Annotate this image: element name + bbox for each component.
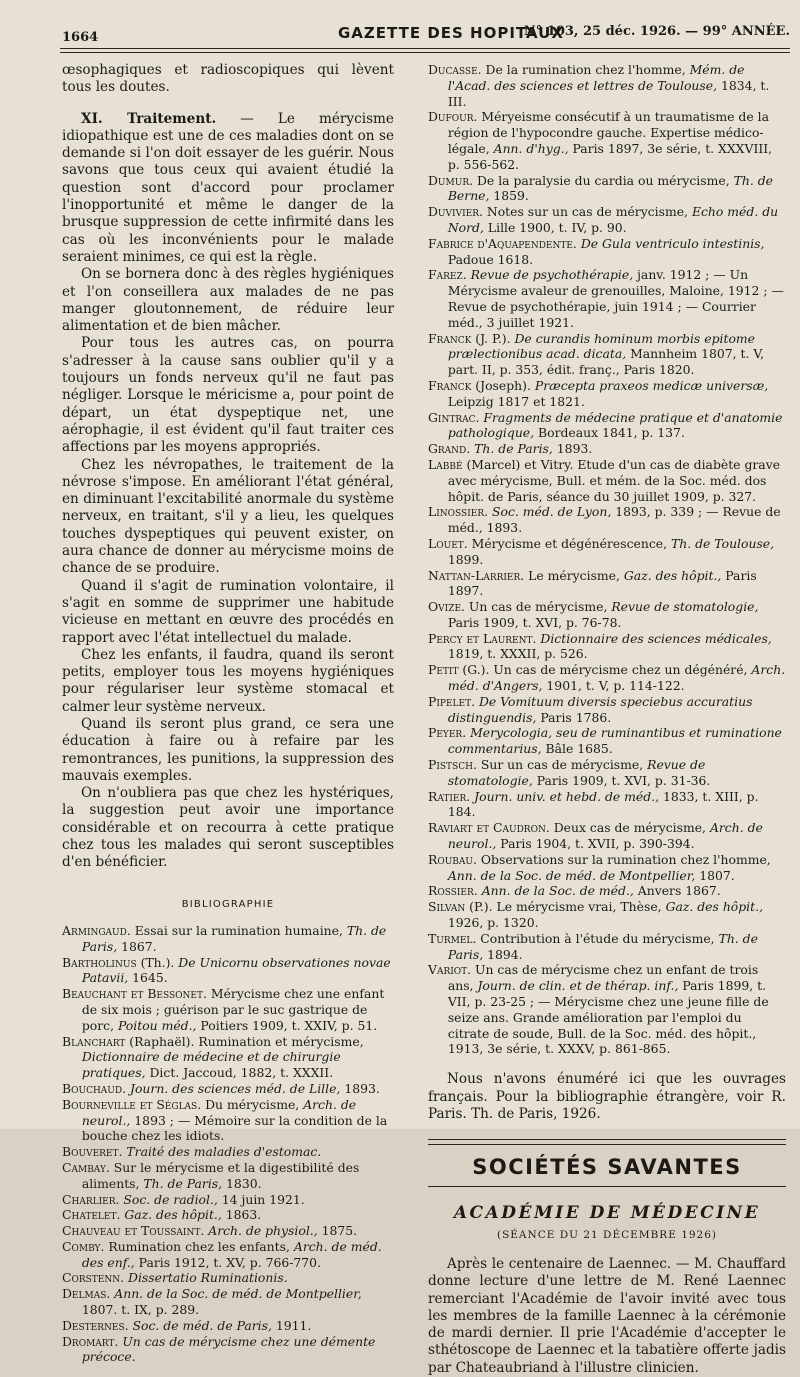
body-paragraph: Quand il s'agit de rumination volontaire, il s'agit en somme de supprimer une habitude vicieuse en mettant en œuvre des procédés en rapport avec l'état intellectuel du malade. — [62, 577, 394, 646]
bibliography-entry — [428, 204, 786, 236]
bib-details: 1893, p. 339 ; — Revue de méd., 1893. — [447, 504, 781, 536]
bib-text: Du mérycisme, — [201, 1096, 304, 1112]
bib-title-italic: Dictionnaire des sciences médicales, — [540, 630, 772, 646]
societes-rule-bottom — [428, 1186, 786, 1187]
bibliography-entry — [428, 236, 786, 268]
bib-details: 1875. — [317, 1223, 358, 1239]
bib-details: Leipzig 1817 et 1821. — [447, 393, 585, 409]
bib-details: Vitry. Etude d'un cas de diabète grave avec mérycisme, Bull. et mém. de la Soc. méd. dos hôpit. de Paris, séance du 30 juillet 1909, p. 327. — [447, 456, 781, 504]
bib-title-italic: Traité des maladies d'estomac. — [126, 1144, 322, 1160]
body-paragraph: Pour tous les autres cas, on pourra s'adresser à la cause sans oublier qu'il y a toujours un fonds nerveux qu'il ne faut pas négliger. Lorsque le méricisme a, pour point de départ, un état dyspeptique net, une aérophagie, il est évident qu'il faut traiter ces affections par les moyens appropriés. — [62, 335, 394, 456]
bib-title-italic: Revue de psychothérapie, — [470, 267, 634, 283]
bib-title-italic: Th. de Toulouse, — [670, 535, 775, 551]
bibliography-list-left — [62, 923, 394, 1365]
bib-text: Contribution à l'étude du mérycisme, — [476, 930, 719, 946]
bibliography-entry — [428, 457, 786, 504]
laennec-paragraph — [428, 1256, 786, 1377]
societes-title: SOCIÉTÉS SAVANTES — [472, 1155, 742, 1180]
bib-details: 1911. — [271, 1317, 312, 1333]
bib-text: (P.). Le mérycisme vrai, Thèse, — [465, 899, 666, 915]
bib-details: 1807. — [695, 867, 735, 883]
bib-text: De la rumination chez l'homme, — [481, 62, 690, 77]
academie-title: ACADÉMIE DE MÉDECINE — [453, 1203, 761, 1224]
bib-details: Dict. Jaccoud, 1882, t. XXXII. — [145, 1065, 334, 1081]
bib-author: Chauveau et Toussaint. — [62, 1223, 205, 1239]
bibliography-entry — [62, 1192, 394, 1208]
bib-title-italic: Th. de Paris, — [81, 922, 387, 954]
bib-author: Chatelet. — [62, 1207, 121, 1223]
bibliography-entry — [428, 410, 786, 442]
bib-author: Roubau. — [428, 851, 477, 867]
bib-author: Fabrice d'Aquapendente. — [428, 235, 577, 251]
bibliography-entry — [62, 1160, 394, 1192]
bib-details: Padoue 1618. — [447, 251, 534, 267]
bib-text: Sur le mérycisme et la digestibilité des aliments, — [81, 1159, 360, 1191]
bibliography-entry — [428, 599, 786, 631]
bib-author: Bartholinus — [62, 954, 137, 970]
body-paragraph: Chez les enfants, il faudra, quand ils seront petits, employer tous les moyens hygiéniques pour régulariser leur système stomacal et calmer leur système nerveux. — [62, 646, 394, 715]
bib-author: Farez. — [428, 267, 467, 283]
bib-details: 1901, t. V, p. 114-122. — [542, 678, 685, 694]
bib-details: Paris 1909, t. XVI, p. 31-36. — [532, 772, 711, 788]
bib-text: Rumination chez les enfants, — [104, 1238, 294, 1254]
bib-details: 1819, t. XXXII, p. 526. — [447, 646, 588, 662]
bib-title-italic: Arch. de neurol., — [81, 1096, 357, 1128]
bib-title-italic: Revue de stomatologie, — [447, 757, 706, 788]
bib-author: Dumur. — [428, 172, 474, 188]
journal-title: GAZETTE DES HOPITAUX — [338, 24, 564, 42]
bibliography-entry — [62, 1334, 394, 1366]
bibliography-entry — [62, 1034, 394, 1081]
bibliography-entry — [428, 883, 786, 899]
bib-author: Raviart et Caudron. — [428, 820, 550, 836]
bib-title-italic: De Gula ventriculo intestinis, — [580, 235, 765, 251]
bib-text: (Joseph). — [471, 377, 535, 393]
bib-title-italic: Soc. de radiol., — [123, 1191, 218, 1207]
bib-text: (Th.). — [136, 954, 179, 970]
bib-author: Ratier. — [428, 788, 471, 804]
bib-title-italic: Ann. d'hyg., — [493, 140, 569, 156]
bib-details: 1859. — [489, 188, 529, 204]
bib-text: Mérycisme et dégénérescence, — [467, 535, 671, 551]
bib-title-italic: Arch. de neurol., — [447, 820, 763, 852]
bib-title-italic: Gaz. des hôpit., — [665, 899, 764, 915]
bib-details: Paris 1897. — [447, 567, 757, 599]
section-paragraph — [62, 111, 394, 267]
bib-author: Bouveret. — [62, 1144, 123, 1160]
bib-text: Essai sur la rumination humaine, — [130, 922, 347, 938]
bib-details: Paris 1904, t. XVII, p. 390-394. — [496, 836, 695, 852]
bib-details: Paris 1786. — [536, 709, 612, 725]
header-rule — [60, 48, 790, 49]
bib-title-italic: Merycologia, seu de ruminantibus et ruminatione commentarius, — [447, 725, 782, 757]
bib-details: Bordeaux 1841, p. 137. — [534, 425, 685, 441]
bib-title-italic: Th. de Paris, — [474, 441, 553, 457]
bib-author: Franck — [428, 377, 472, 393]
bib-author: Turmel. — [428, 930, 477, 946]
bib-title-italic: Soc. méd. de Lyon, — [492, 504, 612, 520]
right-column — [428, 62, 786, 1377]
bibliography-entry — [428, 536, 786, 568]
bib-author: Dromart. — [62, 1333, 119, 1349]
bib-author: Linossier. — [428, 504, 489, 520]
bib-author: Petit — [428, 662, 459, 678]
bib-details: Paris 1912, t. XV, p. 766-770. — [134, 1254, 322, 1270]
bib-author: Beauchant et Bessonet. — [62, 986, 207, 1002]
bib-author: Silvan — [428, 899, 466, 915]
bib-details: Bâle 1685. — [541, 741, 613, 757]
societes-rule-top — [428, 1139, 786, 1140]
laennec-heading: Après le centenaire de Laennec. — [447, 1255, 672, 1272]
section-heading: XI. Traitement. — [81, 110, 217, 127]
bib-details: 1863. — [221, 1207, 262, 1223]
bibliography-entry — [62, 1286, 394, 1318]
bibliography-entry — [62, 1207, 394, 1223]
issue-info: N° 103, 25 déc. 1926. — 99° ANNÉE. — [523, 24, 790, 39]
bib-text: Méryeisme consécutif à un traumatisme de la région de l'hypocondre gauche. Expertise médico-légale, — [447, 109, 769, 156]
laennec-text: — M. Chauffard donne lecture d'une lettre de M. René Laennec remerciant l'Académie de l'avoir invité avec tous les membres de la famille Laennec à la cérémonie de mardi dernier. Il prie l'Académie d'accepter le sthétoscope de Laennec et la tabatière offerte jadis par Chateaubriand à l'illustre clinicien. — [428, 1255, 787, 1376]
bib-text: Sur un cas de mérycisme, — [476, 757, 648, 773]
bib-details: 1893 ; — Mémoire sur la condition de la bouche chez les idiots. — [81, 1112, 388, 1144]
bib-author: Delmas. — [62, 1286, 111, 1302]
bib-text: De la paralysie du cardia ou mérycisme, — [473, 172, 734, 188]
page-header — [60, 16, 790, 46]
bibliography-entry — [428, 267, 786, 330]
bib-author: Grand. — [428, 441, 471, 457]
bibliography-entry — [428, 504, 786, 536]
bibliography-entry — [428, 631, 786, 663]
bib-title-italic: Ann. de la Soc. de méd., — [481, 883, 634, 899]
body-paragraph: Quand ils seront plus grand, ce sera une éducation à faire ou à refaire par les remontrances, les punitions, la suppression des mauvais exemples. — [62, 715, 394, 784]
bibliography-list-right — [428, 62, 786, 1057]
bibliography-entry — [62, 1223, 394, 1239]
bib-details: 1926, p. 1320. — [447, 915, 539, 931]
bib-title-italic: Gaz. des hôpit., — [124, 1207, 222, 1223]
bib-text: (Raphaël). Rumination et mérycisme, — [125, 1033, 364, 1049]
bib-details: Paris 1899, t. VII, p. 23-25 ; — Mérycisme chez une jeune fille de seize ans. Grande amélioration par l'emploi du citrate de soude, Bull. de la Soc. méd. des hôpit., 1913, 3e série, t. XXXV, p. 861-865. — [447, 978, 769, 1057]
bib-details: 1834, t. III. — [447, 77, 770, 109]
bib-title-italic: Poitou méd., — [117, 1017, 197, 1033]
bibliography-entry — [428, 173, 786, 205]
bib-author: Percy et Laurent. — [428, 630, 537, 646]
page-number: 1664 — [62, 30, 99, 45]
bib-title-italic: Revue de stomatologie, — [611, 599, 759, 615]
bib-text: (J. P.). — [471, 330, 515, 346]
bibliography-entry — [62, 1097, 394, 1144]
bib-title-italic: Journ. de clin. et de thérap. inf., — [477, 978, 679, 994]
bibliography-entry — [428, 662, 786, 694]
bib-author: Cambay. — [62, 1159, 110, 1175]
bib-author: Franck — [428, 330, 472, 346]
bib-author: Charlier. — [62, 1191, 120, 1207]
bib-title-italic: De Vomituum diversis speciebus accuratius distinguendis, — [447, 693, 753, 725]
bib-author: Blanchart — [62, 1033, 126, 1049]
bib-author: Comby. — [62, 1238, 105, 1254]
bib-author: Pipelet. — [428, 693, 476, 709]
bib-details: 1867. — [117, 938, 157, 954]
bibliography-entry — [428, 441, 786, 457]
bibliography-entry — [62, 986, 394, 1033]
bib-author: Peyer. — [428, 725, 467, 741]
bibliography-entry — [428, 899, 786, 931]
closing-note: Nous n'avons énuméré ici que les ouvrages français. Pour la bibliographie étrangère, voir R. Paris. Th. de Paris, 1926. — [428, 1071, 786, 1122]
bib-title-italic: De Unicornu observationes novae Patavii, — [81, 954, 391, 986]
bibliography-entry — [428, 789, 786, 821]
bib-author: Corstenn. — [62, 1270, 125, 1286]
bibliography-entry — [62, 1144, 394, 1160]
bib-author: Louet. — [428, 535, 468, 551]
bib-title-italic: Dissertatio Ruminationis. — [128, 1270, 288, 1286]
bibliography-entry — [428, 568, 786, 600]
bib-author: Pistsch. — [428, 757, 477, 773]
bib-text: Un cas de mérycisme chez un enfant de trois ans, — [447, 962, 759, 994]
bib-author: Rossier. — [428, 883, 478, 899]
body-paragraph: On se bornera donc à des règles hygiéniques et l'on conseillera aux malades de ne pas manger gloutonnement, de réduire leur alimentation et de bien mâcher. — [62, 266, 394, 335]
bib-title-italic: Gaz. des hôpit., — [623, 567, 722, 583]
bib-details: 1833, t. XIII, p. 184. — [447, 788, 759, 820]
intro-paragraph: œsophagiques et radioscopiques qui lèvent tous les doutes. — [62, 62, 394, 96]
bibliography-entry — [62, 1318, 394, 1334]
bib-title-italic: Th. de Berne, — [447, 172, 773, 204]
left-column — [62, 62, 394, 1365]
bib-title-italic: Ann. de la Soc. de méd. de Montpellier, — [114, 1286, 362, 1302]
bib-text: Mérycisme chez une enfant de six mois ; guérison par le suc gastrique de porc, — [81, 986, 385, 1033]
bibliography-entry — [62, 1270, 394, 1286]
bib-author: Gintrac. — [428, 409, 480, 425]
bib-details: 14 juin 1921. — [217, 1191, 305, 1207]
bib-title-italic: Arch. de méd. des enf., — [81, 1238, 382, 1270]
bib-text: Le mérycisme, — [524, 567, 624, 583]
bibliography-entry — [428, 62, 786, 109]
bibliography-entry — [62, 955, 394, 987]
bib-details: Lille 1900, t. IV, p. 90. — [483, 219, 627, 235]
bib-title-italic: Th. de Paris, — [143, 1175, 223, 1191]
bibliography-title: BIBLIOGRAPHIE — [181, 898, 275, 910]
section-text: — Le mérycisme idiopathique est une de ces maladies dont on se demande si l'on doit essayer de les guérir. Nous savons que tous ceux qui avaient étudié la question sont d'accord pour proclamer l'inopportunité et même le danger de la brusque suppression de cette infirmité dans les cas où les inconvénients pour le malade seraient minimes, ce qui est la règle. — [62, 110, 394, 265]
bib-author: Bourneville et Séglas. — [62, 1096, 202, 1112]
bib-title-italic: De curandis hominum morbis epitome prælectionibus acad. dicata, — [447, 330, 755, 362]
bib-text: Un cas de mérycisme, — [464, 599, 612, 615]
bib-title-italic: Mém. de l'Acad. des sciences et lettres de Toulouse, — [447, 62, 745, 93]
bib-title-italic: Ann. de la Soc. de méd. de Montpellier, — [447, 867, 696, 883]
bib-author: Bouchaud. — [62, 1080, 127, 1096]
bib-details: janv. 1912 ; — Un Mérycisme avaleur de grenouilles, Maloine, 1912 ; — Revue de psychothérapie, juin 1914 ; — Courrier méd., 3 juillet 1921. — [447, 267, 784, 330]
bib-author: Ducasse. — [428, 62, 482, 77]
bib-author: Dufour. — [428, 109, 478, 125]
bib-title-italic: Echo méd. du Nord, — [447, 204, 779, 235]
bib-author: Ovize. — [428, 599, 465, 615]
bibliography-entry — [428, 757, 786, 789]
bib-title-italic: Fragments de médecine pratique et d'anatomie pathologique, — [447, 409, 783, 441]
bibliography-entry — [428, 820, 786, 852]
bib-details: Anvers 1867. — [633, 883, 721, 899]
bib-text: Notes sur un cas de mérycisme, — [482, 204, 692, 220]
bib-author: Armingaud. — [62, 922, 131, 938]
bib-text: Observations sur la rumination chez l'homme, — [476, 851, 771, 867]
bib-details: Paris 1909, t. XVI, p. 76-78. — [447, 614, 622, 630]
societes-rule-top-2 — [428, 1144, 786, 1145]
bib-details: 1893. — [552, 441, 593, 457]
bib-title-italic: Journ. univ. et hebd. de méd., — [474, 788, 660, 804]
bibliography-entry — [428, 725, 786, 757]
bib-title-italic: Dictionnaire de médecine et de chirurgie pratiques, — [81, 1049, 341, 1081]
bib-details: 1899. — [447, 551, 484, 567]
bib-author: Desternes. — [62, 1317, 129, 1333]
bibliography-entry — [428, 931, 786, 963]
bib-details: Paris 1897, 3e série, t. XXXVIII, p. 556-562. — [447, 140, 773, 172]
bib-title-italic: Th. de Paris, — [447, 930, 758, 962]
bib-author: Variot. — [428, 962, 472, 978]
bibliography-entry — [428, 109, 786, 172]
bib-text: (G.). Un cas de mérycisme chez un dégénéré, — [458, 662, 752, 678]
bib-author: Labbé — [428, 456, 463, 472]
body-paragraph: On n'oubliera pas que chez les hystériques, la suggestion peut avoir une importance considérable et on recourra à cette pratique chez tous les malades qui seront susceptibles d'en bénéficier. — [62, 785, 394, 871]
bib-title-italic: Journ. des sciences méd. de Lille, — [130, 1080, 341, 1096]
bibliography-entry — [428, 852, 786, 884]
bib-details: 1893. — [340, 1080, 380, 1096]
body-paragraph: Chez les névropathes, le traitement de la névrose s'impose. En améliorant l'état général, en diminuant l'excitabilité anormale du système nerveux, en traitant, s'il y a lieu, les quelques touches dyspeptiques qui peuvent exister, on aura chance de donner au mérycisme moins de chance de se produire. — [62, 456, 394, 577]
header-rule-2 — [60, 52, 790, 53]
bib-details: Mannheim 1807, t. V, part. II, p. 353, édit. franç., Paris 1820. — [447, 346, 765, 378]
bib-details: 1894. — [483, 946, 523, 962]
bib-details: 1645. — [128, 970, 168, 986]
treatment-paragraphs — [62, 266, 394, 871]
bibliography-entry — [62, 1081, 394, 1097]
bib-author: Nattan-Larrier. — [428, 567, 525, 583]
bibliography-entry — [428, 962, 786, 1057]
bib-title-italic: Un cas de mérycisme chez une démente précoce. — [81, 1333, 376, 1365]
bib-title-italic: Præcepta praxeos medicæ universæ, — [534, 377, 769, 393]
bibliography-entry — [428, 331, 786, 378]
bibliography-entry — [62, 1239, 394, 1271]
bib-details: 1830. — [222, 1175, 262, 1191]
bib-text: (Marcel) et — [462, 456, 541, 472]
bib-details: Poitiers 1909, t. XXIV, p. 51. — [196, 1017, 378, 1033]
bib-title-italic: Arch. de physiol., — [208, 1223, 318, 1239]
bib-text: Deux cas de mérycisme, — [549, 820, 710, 836]
bibliography-entry — [428, 378, 786, 410]
seance-date: (SÉANCE DU 21 DÉCEMBRE 1926) — [496, 1228, 718, 1241]
bib-title-italic: Soc. de méd. de Paris, — [132, 1317, 272, 1333]
bib-title-italic: Arch. méd. d'Angers, — [447, 662, 786, 694]
bib-author: Duvivier. — [428, 204, 483, 220]
bibliography-entry — [428, 694, 786, 726]
bibliography-entry — [62, 923, 394, 955]
bib-details: 1807. t. IX, p. 289. — [81, 1302, 200, 1318]
